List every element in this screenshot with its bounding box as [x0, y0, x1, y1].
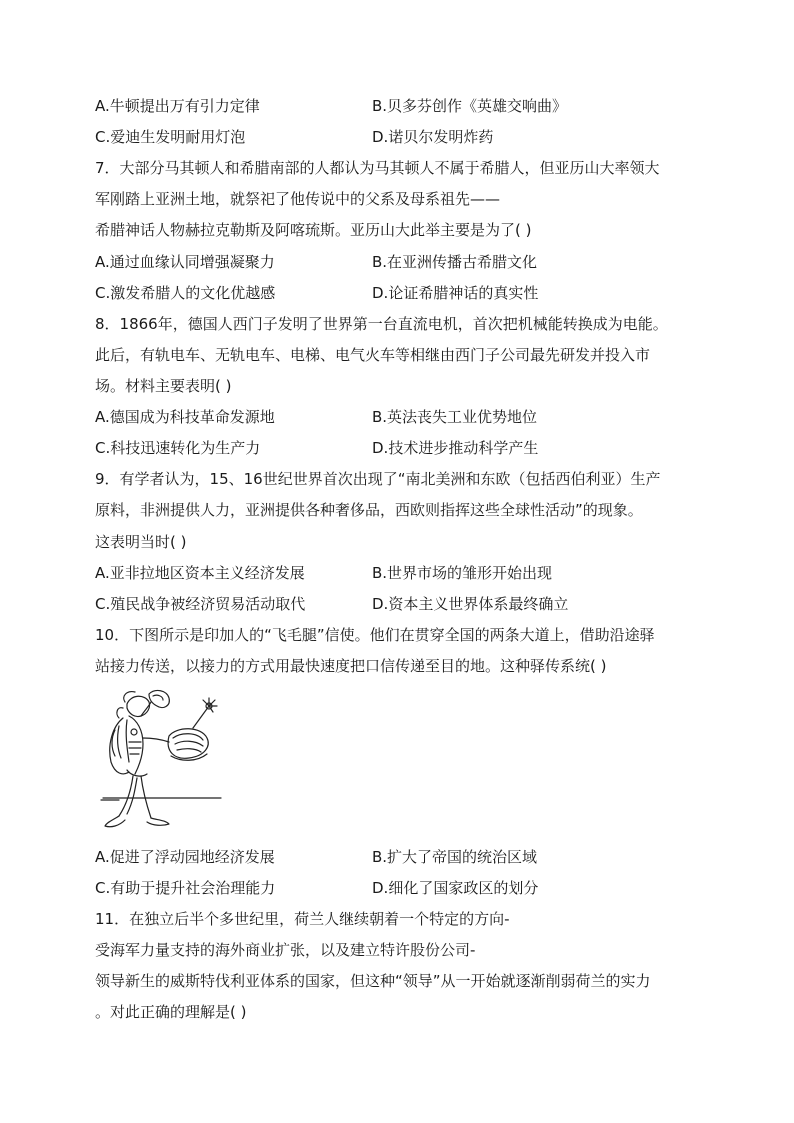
q8-option-b: B.英法丧失工业优势地位 — [372, 408, 538, 426]
q7-option-c: C.激发希腊人的文化优越感 — [95, 284, 276, 302]
q11-stem-line-2: 受海军力量支持的海外商业扩张，以及建立特许股份公司- — [95, 941, 476, 959]
q8-stem-line-1: 8．1866年，德国人西门子发明了世界第一台直流电机，首次把机械能转换成为电能。 — [95, 315, 668, 333]
q10-option-d: D.细化了国家政区的划分 — [372, 879, 539, 897]
q7-option-b: B.在亚洲传播古希腊文化 — [372, 253, 538, 271]
inca-messenger-illustration — [97, 686, 227, 836]
q9-option-b: B.世界市场的雏形开始出现 — [372, 564, 553, 582]
q10-option-a: A.促进了浮动园地经济发展 — [95, 848, 275, 866]
q7-stem-line-3: 希腊神话人物赫拉克勒斯及阿喀琉斯。亚历山大此举主要是为了( ) — [95, 221, 532, 239]
q10-option-c: C.有助于提升社会治理能力 — [95, 879, 276, 897]
q6-option-d: D.诺贝尔发明炸药 — [372, 128, 494, 146]
q6-option-a: A.牛顿提出万有引力定律 — [95, 97, 260, 115]
q11-stem-line-1: 11．在独立后半个多世纪里，荷兰人继续朝着一个特定的方向- — [95, 910, 510, 928]
q7-stem-line-1: 7．大部分马其顿人和希腊南部的人都认为马其顿人不属于希腊人，但亚历山大率领大 — [95, 159, 660, 177]
q8-stem-line-3: 场。材料主要表明( ) — [95, 377, 232, 395]
q10-stem-line-1: 10．下图所示是印加人的“飞毛腿”信使。他们在贯穿全国的两条大道上，借助沿途驿 — [95, 626, 655, 644]
q6-option-b: B.贝多芬创作《英雄交响曲》 — [372, 97, 568, 115]
q8-option-c: C.科技迅速转化为生产力 — [95, 439, 261, 457]
q9-stem-line-1: 9．有学者认为，15、16世纪世界首次出现了“南北美洲和东欧（包括西伯利亚）生产 — [95, 470, 661, 488]
q9-option-a: A.亚非拉地区资本主义经济发展 — [95, 564, 305, 582]
q7-option-a: A.通过血缘认同增强凝聚力 — [95, 253, 275, 271]
q9-option-d: D.资本主义世界体系最终确立 — [372, 595, 569, 613]
q8-option-a: A.德国成为科技革命发源地 — [95, 408, 275, 426]
q6-option-c: C.爱迪生发明耐用灯泡 — [95, 128, 246, 146]
q8-option-d: D.技术进步推动科学产生 — [372, 439, 539, 457]
q10-option-b: B.扩大了帝国的统治区域 — [372, 848, 538, 866]
q10-stem-line-2: 站接力传送，以接力的方式用最快速度把口信传递至目的地。这种驿传系统( ) — [95, 657, 607, 675]
q9-stem-line-2: 原料，非洲提供人力，亚洲提供各种奢侈品，西欧则指挥这些全球性活动”的现象。 — [95, 501, 643, 519]
q11-stem-line-3: 领导新生的威斯特伐利亚体系的国家，但这种“领导”从一开始就逐渐削弱荷兰的实力 — [95, 972, 651, 990]
q9-option-c: C.殖民战争被经济贸易活动取代 — [95, 595, 306, 613]
q7-option-d: D.论证希腊神话的真实性 — [372, 284, 539, 302]
q7-stem-line-2: 军刚踏上亚洲土地，就祭祀了他传说中的父系及母系祖先—— — [95, 190, 501, 208]
q9-stem-line-3: 这表明当时( ) — [95, 533, 187, 551]
q11-stem-line-4: 。对此正确的理解是( ) — [95, 1003, 247, 1021]
q8-stem-line-2: 此后，有轨电车、无轨电车、电梯、电气火车等相继由西门子公司最先研发并投入市 — [95, 346, 651, 364]
